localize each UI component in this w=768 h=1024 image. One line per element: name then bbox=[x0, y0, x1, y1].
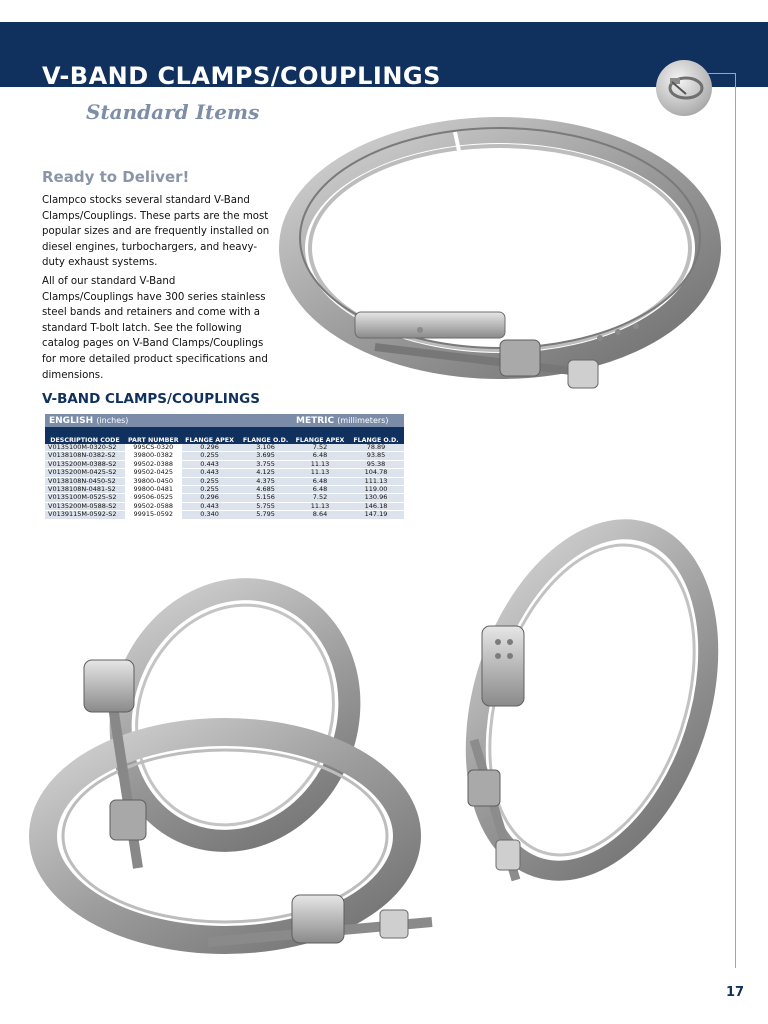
english-spec-table bbox=[45, 414, 294, 520]
table-cell: 99502-0388 bbox=[125, 460, 182, 468]
table-cell: 4.685 bbox=[238, 486, 294, 494]
table-cell: 6.48 bbox=[292, 486, 348, 494]
table-cell: 99SCS-0320 bbox=[125, 444, 182, 452]
table-cell: 147.19 bbox=[348, 511, 404, 519]
table-cell: 4.125 bbox=[238, 469, 294, 477]
table-row bbox=[292, 452, 404, 460]
table-cell: 11.13 bbox=[292, 469, 348, 477]
english-label: ENGLISH bbox=[49, 415, 94, 426]
table-cell: 0.255 bbox=[182, 486, 238, 494]
table-cell: 0.443 bbox=[182, 502, 238, 510]
table-cell: V0135200M-0425-S2 bbox=[45, 469, 125, 477]
table-cell: 0.296 bbox=[182, 444, 238, 452]
table-cell: 11.13 bbox=[292, 502, 348, 510]
table-cell: 8.64 bbox=[292, 511, 348, 519]
table-cell: 99800-0481 bbox=[125, 486, 182, 494]
table-cell: V0135100M-0525-S2 bbox=[45, 494, 125, 502]
metric-label: METRIC bbox=[296, 415, 335, 426]
table-cell: 99502-0588 bbox=[125, 502, 182, 510]
metric-table-band bbox=[292, 414, 404, 427]
table-cell: 99506-0525 bbox=[125, 494, 182, 502]
table-row bbox=[292, 444, 404, 452]
table-row bbox=[292, 494, 404, 502]
table-row bbox=[292, 477, 404, 485]
table-cell: 0.340 bbox=[182, 511, 238, 519]
table-cell: 39800-0382 bbox=[125, 452, 182, 460]
table-cell: 0.296 bbox=[182, 494, 238, 502]
page-title: V-BAND CLAMPS/COUPLINGS bbox=[42, 62, 441, 90]
metric-spec-table bbox=[292, 414, 404, 520]
english-unit: (inches) bbox=[96, 415, 129, 425]
table-cell: 95.38 bbox=[348, 460, 404, 468]
page-number: 17 bbox=[726, 985, 745, 1000]
table-cell: 0.255 bbox=[182, 477, 238, 485]
page-subtitle: Standard Items bbox=[86, 100, 260, 124]
table-cell: 78.89 bbox=[348, 444, 404, 452]
table-cell: 0.443 bbox=[182, 460, 238, 468]
col-flange-apex: FLANGE APEX bbox=[182, 427, 238, 444]
table-row bbox=[292, 511, 404, 519]
table-cell: V0135100M-0320-S2 bbox=[45, 444, 125, 452]
table-cell: V0138108N-0450-S2 bbox=[45, 477, 125, 485]
table-cell: 3.755 bbox=[238, 460, 294, 468]
table-cell: 3.106 bbox=[238, 444, 294, 452]
table-cell: V0138108N-0481-S2 bbox=[45, 486, 125, 494]
table-cell: 7.52 bbox=[292, 494, 348, 502]
table-cell: 130.96 bbox=[348, 494, 404, 502]
col-description-code: DESCRIPTION CODE bbox=[45, 427, 125, 444]
table-cell: V0139115M-0592-S2 bbox=[45, 511, 125, 519]
metric-unit: (millimeters) bbox=[337, 415, 389, 425]
table-cell: 104.78 bbox=[348, 469, 404, 477]
table-cell: 7.52 bbox=[292, 444, 348, 452]
table-row bbox=[292, 486, 404, 494]
table-cell: 6.48 bbox=[292, 477, 348, 485]
table-cell: 5.795 bbox=[238, 511, 294, 519]
table-row bbox=[45, 511, 294, 519]
table-cell: 39800-0450 bbox=[125, 477, 182, 485]
table-row bbox=[45, 469, 294, 477]
table-cell: 119.00 bbox=[348, 486, 404, 494]
table-cell: 111.13 bbox=[348, 477, 404, 485]
table-row bbox=[292, 469, 404, 477]
table-cell: 5.156 bbox=[238, 494, 294, 502]
table-cell: 4.375 bbox=[238, 477, 294, 485]
table-cell: 99915-0592 bbox=[125, 511, 182, 519]
col-flange-apex-mm: FLANGE APEX bbox=[292, 427, 348, 444]
table-cell: 146.18 bbox=[348, 502, 404, 510]
table-cell: 3.695 bbox=[238, 452, 294, 460]
english-table-band bbox=[45, 414, 294, 427]
intro-heading: Ready to Deliver! bbox=[42, 168, 190, 186]
table-cell: 93.85 bbox=[348, 452, 404, 460]
table-row bbox=[292, 502, 404, 510]
table-cell: V0138108N-0382-S2 bbox=[45, 452, 125, 460]
corner-rule-vertical bbox=[735, 73, 736, 968]
table-heading: V-BAND CLAMPS/COUPLINGS bbox=[42, 391, 260, 407]
table-row bbox=[292, 460, 404, 468]
table-cell: V0135200M-0588-S2 bbox=[45, 502, 125, 510]
table-cell: 99502-0425 bbox=[125, 469, 182, 477]
intro-paragraph-2: All of our standard V-Band Clamps/Couplings have 300 series stainless steel bands and retainers and come with a standard T-bolt latch. See the following catalog pages on V-Band Clamps/Couplings for more detailed product specifications and dimensions. bbox=[42, 276, 268, 381]
table-cell: 11.13 bbox=[292, 460, 348, 468]
table-cell: 6.48 bbox=[292, 452, 348, 460]
table-cell: 5.755 bbox=[238, 502, 294, 510]
col-part-number: PART NUMBER bbox=[125, 427, 182, 444]
clamp-thumbnail-icon bbox=[656, 60, 712, 116]
col-flange-od: FLANGE O.D. bbox=[238, 427, 294, 444]
table-cell: 0.443 bbox=[182, 469, 238, 477]
table-cell: V0135200M-0388-S2 bbox=[45, 460, 125, 468]
col-flange-od-mm: FLANGE O.D. bbox=[348, 427, 404, 444]
intro-paragraph-1: Clampco stocks several standard V-Band Clamps/Couplings. These parts are the most popular sizes and are frequently installed on diesel engines, turbochargers, and heavy-duty exhaust systems. bbox=[42, 195, 270, 269]
table-cell: 0.255 bbox=[182, 452, 238, 460]
